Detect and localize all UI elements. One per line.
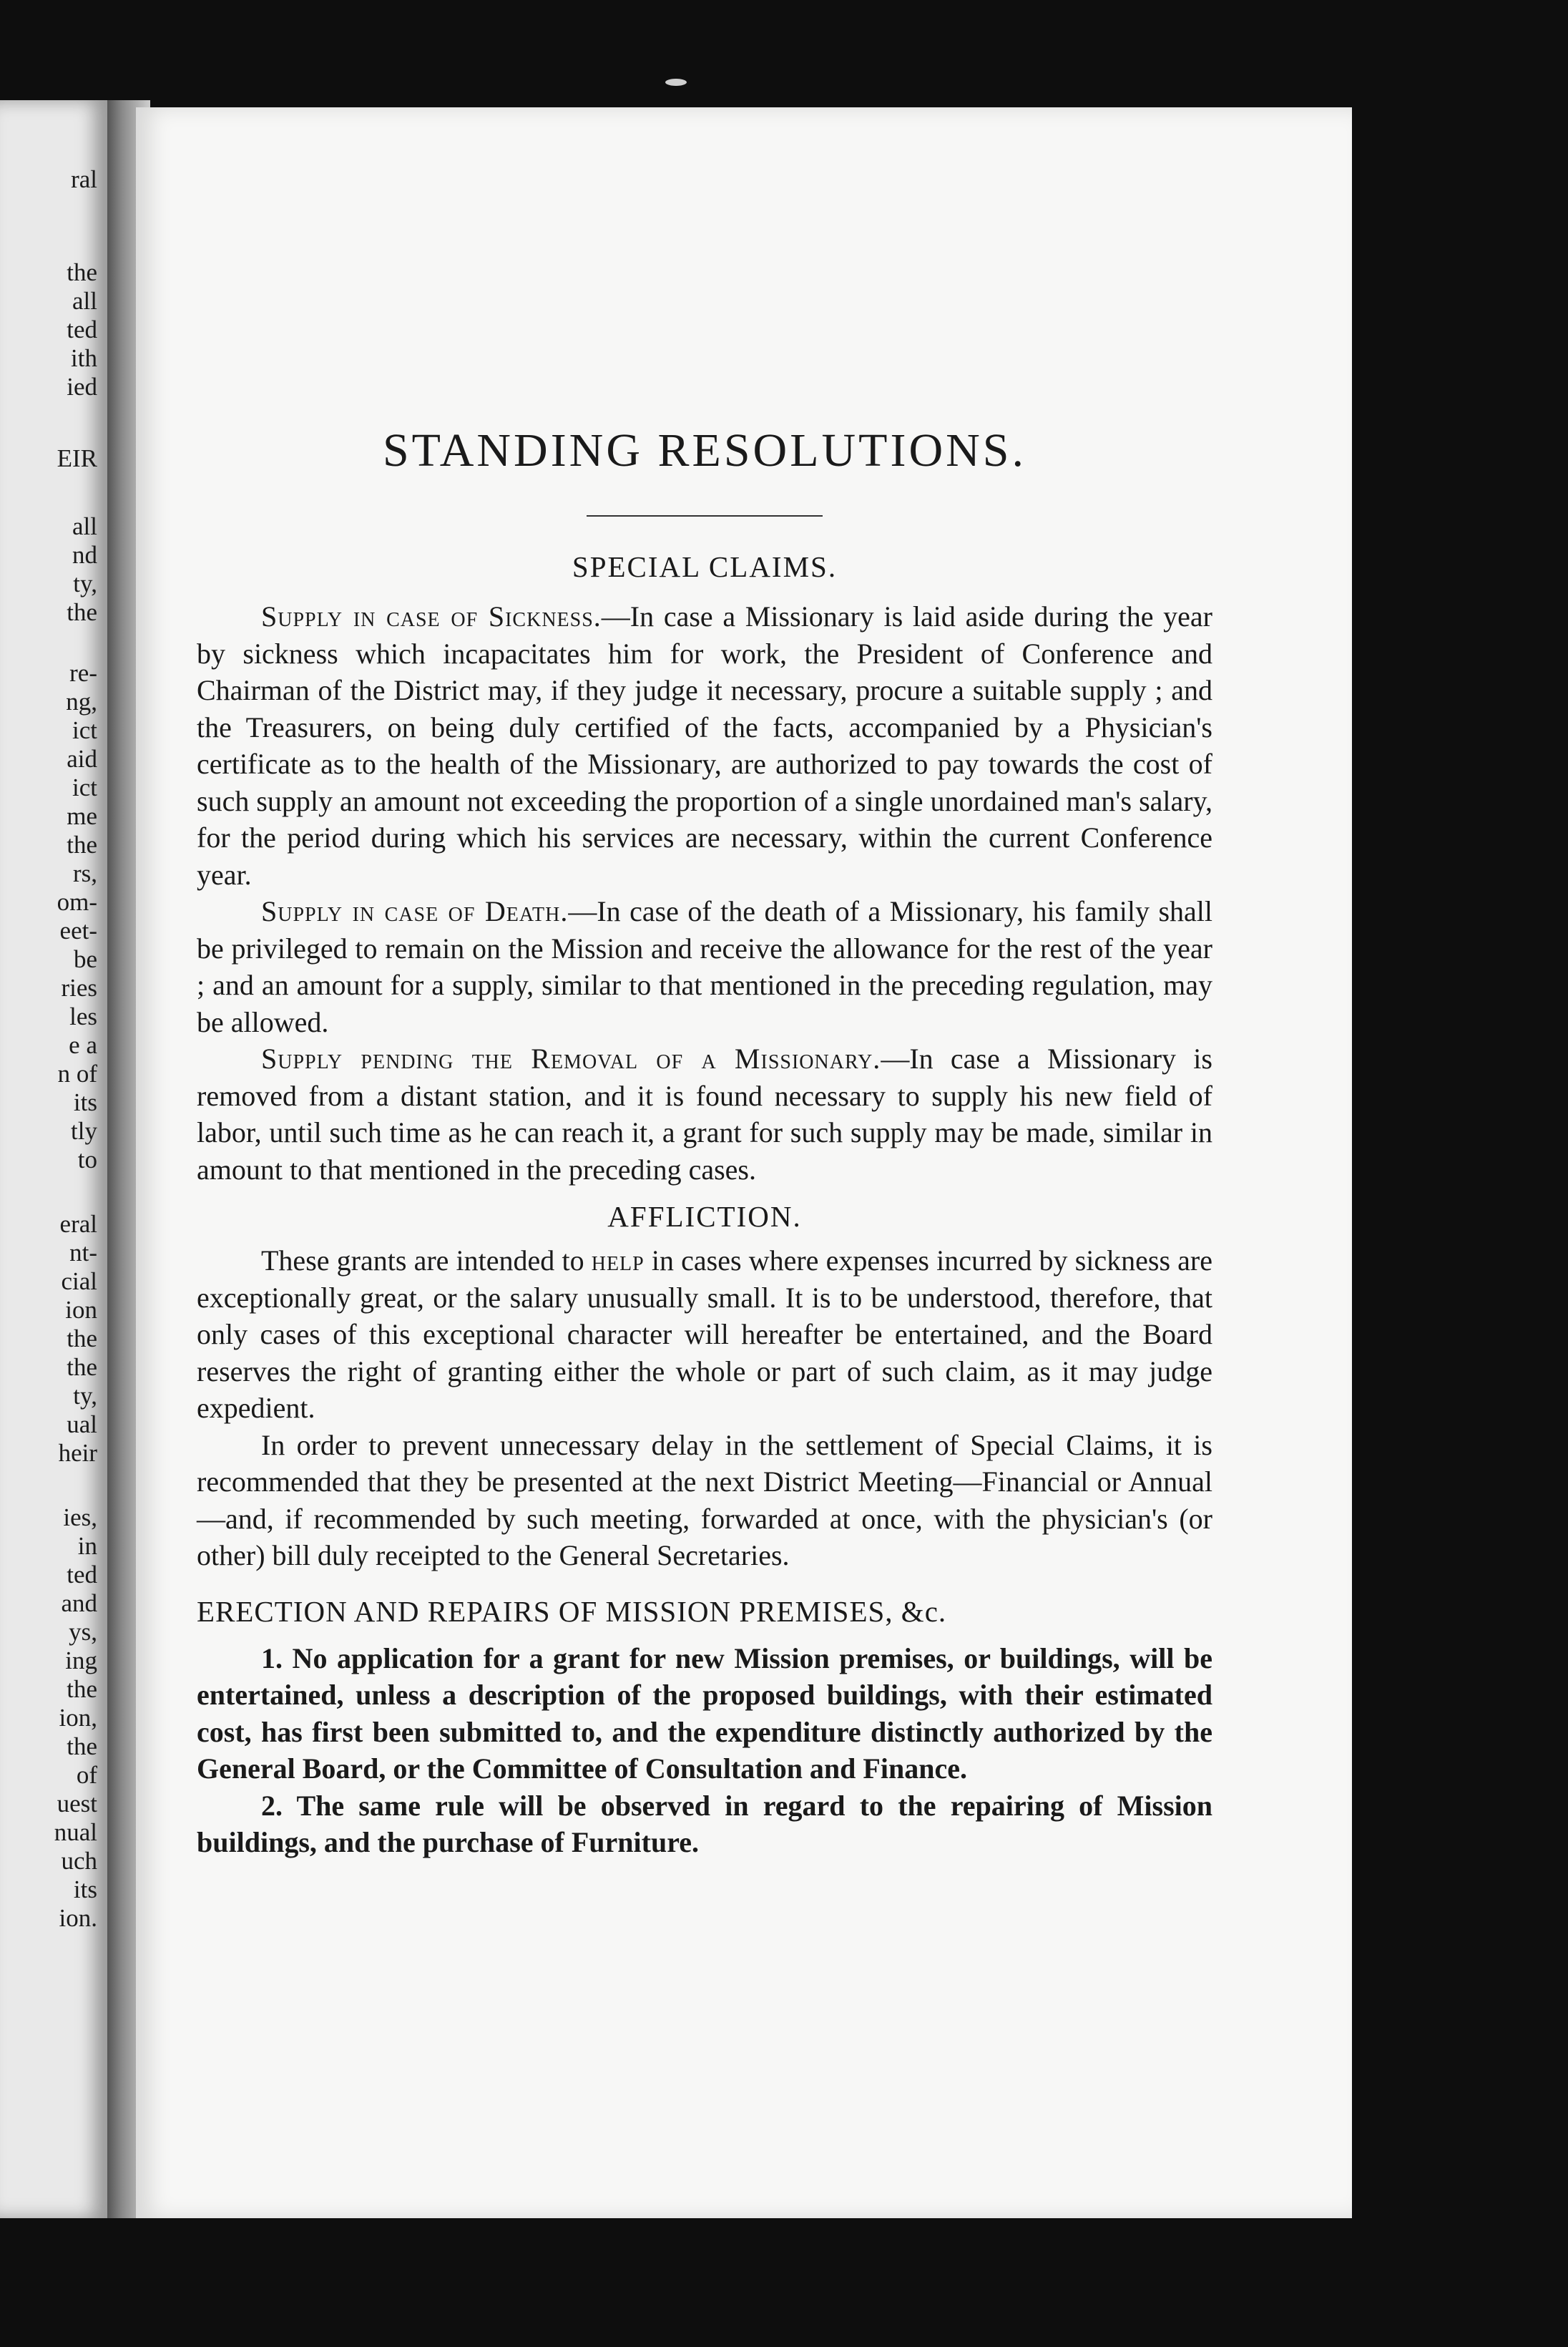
left-page-text-fragment: ion.	[59, 1904, 97, 1932]
left-page-text-fragment: eet-	[59, 917, 97, 945]
left-page-text-fragment: aid	[67, 745, 97, 773]
paragraph-text: —In case a Missionary is laid aside during the year by sickness which incapacitates him for work, the President of Conference and Chairman of the District may, if they judge it necessary, procure a suitable supply ; and the Treasurers, on being duly certified of the facts, accompanied by a Physician's certificate as to the health of the Missionary, are authorized to pay towards the cost of such supply an amount not exceeding the proportion of a single unordained man's salary, for the period during which his services are necessary, within the current Conference year.	[197, 600, 1212, 891]
left-page-text-fragment: ng,	[66, 688, 97, 716]
left-page-text-fragment: e a	[69, 1031, 97, 1059]
left-page-text-fragment: ual	[67, 1410, 97, 1438]
left-page-text-fragment: ion,	[59, 1704, 97, 1732]
left-page-text-fragment: all	[72, 512, 97, 540]
left-page-text-fragment: cial	[61, 1267, 97, 1295]
left-page-text-fragment: the	[67, 258, 97, 286]
left-page-text-fragment: EIR	[57, 444, 97, 472]
run-in-heading: Supply in case of Sickness.	[261, 600, 602, 633]
left-page-text-fragment: its	[73, 1875, 97, 1903]
left-page-text-fragment: me	[67, 802, 97, 830]
left-page-text-fragment: ied	[67, 373, 97, 401]
left-page-text-fragment: om-	[57, 888, 97, 916]
left-page-text-fragment: n of	[57, 1060, 97, 1088]
run-in-heading: Supply in case of Death.	[261, 895, 569, 927]
document-page	[136, 107, 1352, 2218]
paragraph-supply-death	[197, 893, 1212, 1040]
left-page-text-fragment: the	[67, 1675, 97, 1703]
paragraph-text: —In case a Missionary is removed from a distant station, and it is found necessary to supply his new field of labor, until such time as he can reach it, a grant for such supply may be made, similar in amount to that mentioned in the preceding cases.	[197, 1043, 1212, 1186]
left-page-text-fragment: nt-	[69, 1239, 97, 1267]
numbered-item-2: 2. The same rule will be observed in regard to the repairing of Mission buildings, and the purchase of Furniture.	[197, 1789, 1212, 1858]
left-page-text-fragment: uch	[61, 1847, 97, 1875]
left-page-text-fragment: ty,	[73, 1382, 97, 1410]
section-heading-erection-repairs: ERECTION AND REPAIRS OF MISSION PREMISES, &c.	[197, 1594, 947, 1628]
paragraph-text: —In case of the death of a Missionary, his family shall be privileged to remain on the Mission and receive the allowance for the rest of the year ; and an amount for a supply, similar to that mentioned in the preceding regulation, may be allowed.	[197, 895, 1213, 1038]
left-page-text-fragment: rs,	[72, 859, 97, 887]
left-page-text-fragment: of	[76, 1761, 97, 1789]
left-page-text-fragment: to	[77, 1146, 97, 1174]
paragraph-text: These grants are intended to	[261, 1244, 592, 1277]
previous-page-fragment	[0, 100, 107, 2218]
left-page-text-fragment: nual	[54, 1818, 97, 1846]
left-page-text-fragment: ith	[71, 344, 97, 372]
left-page-text-fragment: its	[73, 1088, 97, 1116]
emphasis-help: help	[591, 1244, 645, 1277]
left-page-text-fragment: ries	[61, 974, 97, 1002]
left-page-text-fragment: the	[67, 1732, 97, 1760]
left-page-text-fragment: ing	[65, 1646, 97, 1674]
paragraph-supply-sickness	[197, 598, 1212, 893]
page-title: STANDING RESOLUTIONS.	[382, 424, 1027, 477]
title-divider	[587, 515, 823, 517]
left-page-text-fragment: ion	[65, 1296, 97, 1324]
left-page-text-fragment: ies,	[63, 1503, 97, 1531]
left-page-text-fragment: uest	[57, 1790, 97, 1817]
run-in-heading: Supply pending the Removal of a Missionary.	[261, 1043, 881, 1075]
left-page-text-fragment: nd	[72, 541, 97, 569]
left-page-text-fragment: eral	[59, 1210, 97, 1238]
paragraph-affliction-delay: In order to prevent unnecessary delay in the settlement of Special Claims, it is recommended that they be presented at the next District Meeting—Financial or Annual—and, if recommended by such meeting, forwarded at once, with the physician's (or other) bill duly receipted to the General Secretaries.	[197, 1428, 1212, 1571]
paragraph-affliction-grants	[197, 1242, 1212, 1427]
left-page-text-fragment: ty,	[73, 570, 97, 597]
numbered-item-1: 1. No application for a grant for new Mission premises, or buildings, will be entertained, unless a description of the proposed buildings, with their estimated cost, has first been submitted to, and the expenditure distinctly authorized by the General Board, or the Committee of Consultation and Finance.	[197, 1641, 1212, 1785]
left-page-text-fragment: the	[67, 831, 97, 859]
scan-speck	[665, 79, 687, 86]
left-page-text-fragment: be	[73, 945, 97, 973]
left-page-text-fragment: the	[67, 1324, 97, 1352]
section-heading-special-claims: SPECIAL CLAIMS.	[572, 550, 838, 583]
left-page-text-fragment: ted	[67, 316, 97, 343]
left-page-text-fragment: ict	[72, 716, 97, 744]
left-page-text-fragment: heir	[58, 1439, 97, 1467]
paragraph-supply-removal	[197, 1040, 1212, 1188]
left-page-text-fragment: tly	[71, 1117, 97, 1145]
left-page-text-fragment: re-	[69, 659, 97, 687]
left-page-text-fragment: and	[61, 1589, 97, 1617]
left-page-text-fragment: the	[67, 1353, 97, 1381]
left-page-text-fragment: ys,	[69, 1618, 97, 1646]
left-page-text-fragment: les	[69, 1002, 97, 1030]
left-page-text-fragment: in	[77, 1532, 97, 1560]
section-heading-affliction: AFFLICTION.	[607, 1200, 802, 1233]
left-page-text-fragment: ted	[67, 1561, 97, 1589]
left-page-text-fragment: ict	[72, 774, 97, 801]
left-page-text-fragment: all	[72, 287, 97, 315]
left-page-text-fragment: ral	[71, 165, 97, 193]
left-page-text-fragment: the	[67, 598, 97, 626]
text-column	[197, 422, 1212, 1861]
paragraph-text: in cases where expenses incurred by sickness are exceptionally great, or the salary unusually small. It is to be understood, therefore, that only cases of this exceptional character will hereafter be entertained, and the Board reserves the right of granting either the whole or part of such claim, as it may judge expedient.	[197, 1244, 1212, 1424]
